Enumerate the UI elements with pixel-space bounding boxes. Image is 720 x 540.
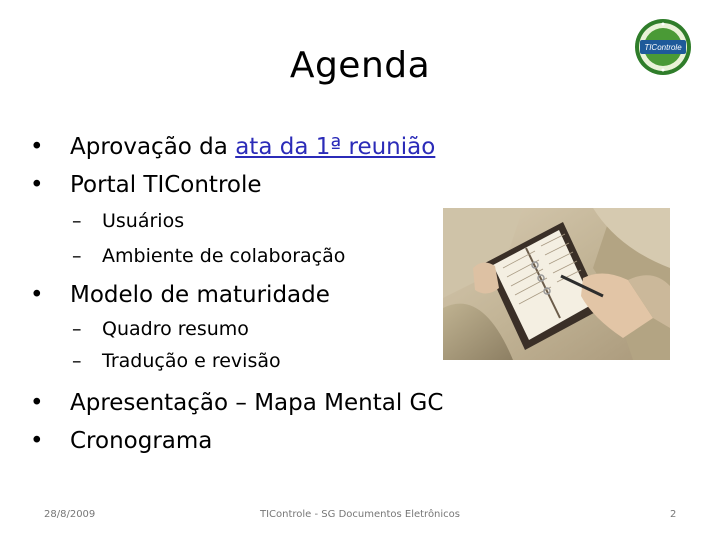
bullet-dot: • — [30, 282, 44, 308]
bullet-text: Portal TIControle — [70, 172, 262, 198]
page-number: 2 — [670, 509, 677, 520]
sub-bullet-dash: – — [72, 245, 82, 267]
bullet-dot: • — [30, 172, 44, 198]
bullet-text: Modelo de maturidade — [70, 282, 330, 308]
sub-bullet-text: Tradução e revisão — [102, 350, 281, 372]
bullet-dot: • — [30, 134, 44, 160]
sub-bullet-dash: – — [72, 210, 82, 232]
bullet-text: Apresentação – Mapa Mental GC — [70, 390, 444, 416]
sub-bullet-dash: – — [72, 350, 82, 372]
bullet-dot: • — [30, 390, 44, 416]
sub-bullet-text: Quadro resumo — [102, 318, 249, 340]
logo-text: TIControle — [644, 43, 682, 52]
sub-bullet-text: Ambiente de colaboração — [102, 245, 346, 267]
bullet-text: Cronograma — [70, 428, 213, 454]
planner-photo — [443, 208, 670, 360]
sub-bullet-dash: – — [72, 318, 82, 340]
bullet-dot: • — [30, 428, 44, 454]
footer-date: 28/8/2009 — [44, 509, 96, 520]
slide-title: Agenda — [289, 45, 431, 86]
bullet-text: Aprovação da — [70, 134, 236, 160]
footer-title: TIControle - SG Documentos Eletrônicos — [259, 509, 461, 520]
minutes-link[interactable]: ata da 1ª reunião — [235, 134, 436, 160]
sub-bullet-text: Usuários — [102, 210, 185, 232]
ticontrole-seal-logo-icon — [634, 18, 692, 76]
